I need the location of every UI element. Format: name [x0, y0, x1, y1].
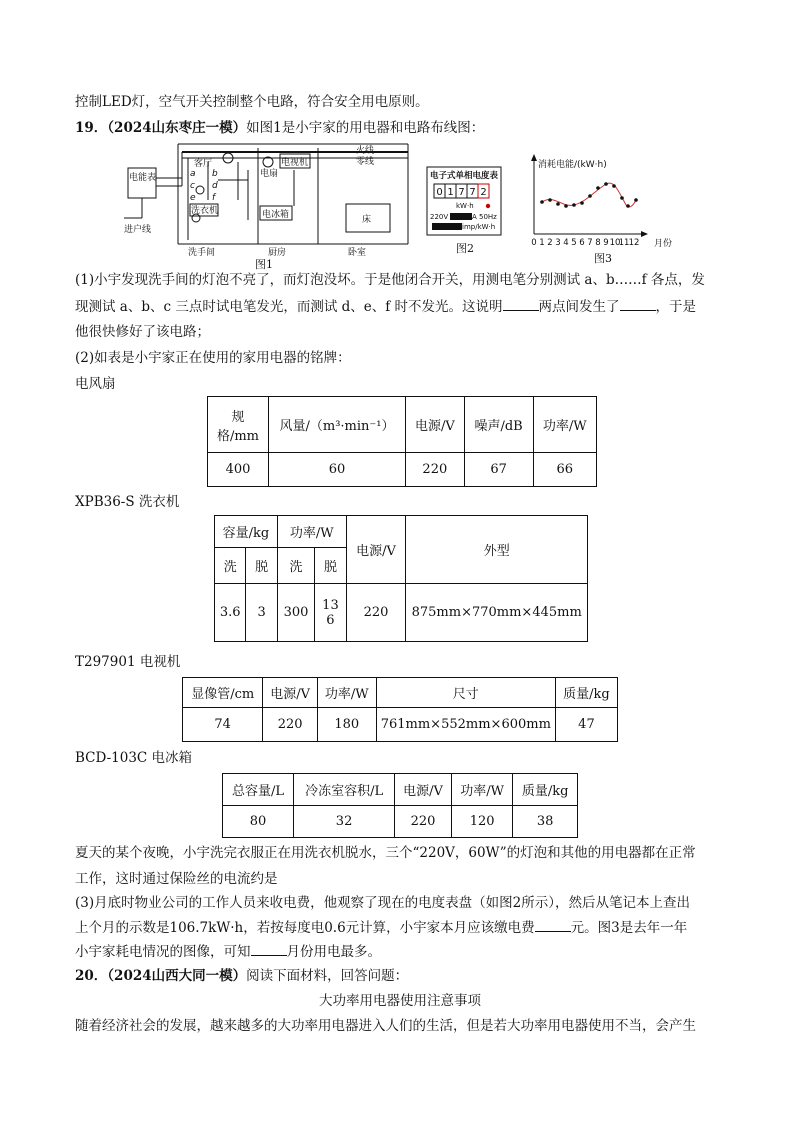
table-cell: 80 [223, 806, 294, 838]
meter-digit: 0 [436, 187, 443, 198]
meter-digit: 1 [447, 187, 454, 198]
fan-table [207, 396, 597, 487]
question-20-heading [75, 966, 408, 986]
text-line: 他很快修好了该电路； [75, 324, 210, 340]
table-cell: 400 [208, 453, 269, 487]
table-cell: 220 [395, 806, 452, 838]
month-tick: 9 [603, 238, 609, 248]
table-header: 风量/（m³·min⁻¹） [269, 397, 406, 453]
table-cell: 300 [277, 584, 314, 642]
table-header: 外型 [406, 516, 588, 584]
text-line: 小宇家耗电情况的图像，可知 月份用电最多。 [75, 941, 381, 962]
text-line: (3)月底时物业公司的工作人员来收电费，他观察了现在的电度表盘（如图2所示），然后从笔记本上查出 [75, 895, 690, 911]
redaction-block [432, 223, 462, 230]
table-cell: 220 [263, 708, 317, 742]
point-b: b [212, 169, 218, 179]
table-cell: 180 [317, 708, 376, 742]
text-line: 上个月的示数是106.7kW·h，若按每度电0.6元计算，小宇家本月应该缴电费 元。图3是去年一年 [75, 917, 687, 938]
table-cell: 67 [464, 453, 533, 487]
point-c: c [190, 181, 195, 191]
table-header: 脱 [246, 548, 277, 584]
question-19-heading [75, 118, 484, 138]
table-header: 尺寸 [376, 678, 555, 708]
table-header: 脱 [315, 548, 346, 584]
article-title: 大功率用电器使用注意事项 [319, 993, 481, 1009]
meter-spec-right: A 50Hz [472, 213, 497, 221]
text-line: 工作，这时通过保险丝的电流约是 [75, 871, 278, 887]
bed-label: 床 [362, 215, 372, 225]
washer-label: 洗衣机 [191, 206, 219, 216]
figure-3-caption: 图3 [594, 252, 612, 265]
question-number: 20． [75, 968, 108, 984]
tv-table [182, 677, 618, 742]
question-source: （2024山东枣庄一模） [107, 120, 247, 136]
table-header: 洗 [277, 548, 314, 584]
table-header: 质量/kg [555, 678, 617, 708]
bedroom-label: 卧室 [348, 248, 367, 258]
table-cell: 74 [183, 708, 263, 742]
month-tick: 7 [587, 238, 593, 248]
table-header: 功率/W [317, 678, 376, 708]
answer-blank[interactable] [251, 941, 287, 956]
month-tick: 2 [547, 238, 553, 248]
table-header: 电源/V [395, 774, 452, 806]
figure-3-chart [526, 150, 686, 250]
fridge-label: 电冰箱 [262, 210, 290, 220]
table-cell: 220 [406, 453, 465, 487]
point-d: d [212, 181, 218, 191]
table-header: 电源/V [263, 678, 317, 708]
meter-digit: 2 [480, 187, 487, 198]
point-a: a [190, 169, 196, 179]
redaction-block [450, 213, 472, 220]
point-f: f [212, 193, 216, 203]
table-header: 质量/kg [513, 774, 578, 806]
table-cell: 3.6 [215, 584, 246, 642]
answer-blank[interactable] [535, 917, 571, 932]
month-tick: 11 [618, 238, 630, 248]
table-header: 噪声/dB [464, 397, 533, 453]
table-header: 功率/W [277, 516, 346, 548]
meter-title: 电子式单相电度表 [430, 171, 499, 181]
text-line: (2)如表是小宇家正在使用的家用电器的铭牌： [75, 350, 351, 366]
figure-2-caption: 图2 [456, 242, 474, 255]
bathroom-label: 洗手间 [188, 248, 216, 258]
table-title-tv: T297901 电视机 [75, 654, 181, 670]
table-cell: 38 [513, 806, 578, 838]
figure-2-meter [426, 166, 502, 236]
month-tick: 8 [595, 238, 601, 248]
month-tick: 4 [563, 238, 569, 248]
text-line: 控制LED灯，空气开关控制整个电路，符合安全用电原则。 [75, 94, 429, 110]
month-tick: 10 [609, 238, 621, 248]
table-header: 洗 [215, 548, 246, 584]
neutral-wire-label: 零线 [356, 157, 375, 167]
meter-spec-left: 220V [430, 213, 449, 221]
figure-1-caption: 图1 [255, 258, 273, 271]
table-cell: 220 [346, 584, 406, 642]
table-header: 显像管/cm [183, 678, 263, 708]
answer-blank[interactable] [503, 296, 539, 311]
figure-1-wiring [118, 140, 418, 260]
text-line: 夏天的某个夜晚，小宇洗完衣服正在用洗衣机脱水，三个“220V，60W”的灯泡和其他的用电器都在正常 [75, 845, 696, 861]
table-title-washer: XPB36-S 洗衣机 [75, 494, 180, 510]
meter-digit: 7 [458, 187, 465, 198]
question-source: （2024山西大同一模） [107, 968, 247, 984]
text-line: 随着经济社会的发展，越来越多的大功率用电器进入人们的生活，但是若大功率用电器使用不当，会产生 [75, 1018, 696, 1034]
month-tick: 6 [579, 238, 585, 248]
entry-label: 进户线 [124, 225, 152, 235]
table-header: 电源/V [406, 397, 465, 453]
meter-unit: kW·h [456, 202, 474, 210]
meter-digit: 7 [469, 187, 476, 198]
question-text: 阅读下面材料，回答问题： [246, 968, 409, 984]
table-header: 规格/mm [208, 397, 269, 453]
table-cell: 66 [533, 453, 596, 487]
table-title-fridge: BCD-103C 电冰箱 [75, 750, 193, 766]
table-header: 功率/W [533, 397, 596, 453]
month-tick: 12 [628, 238, 640, 248]
table-cell: 3 [246, 584, 277, 642]
question-text: 如图1是小宇家的用电器和电路布线图： [246, 120, 485, 136]
x-axis-label: 月份 [654, 239, 673, 249]
live-wire-label: 火线 [356, 146, 375, 156]
month-tick: 0 [531, 238, 537, 248]
washer-table [214, 515, 588, 642]
table-header: 电源/V [346, 516, 406, 584]
table-header: 功率/W [451, 774, 512, 806]
table-cell: 761mm×552mm×600mm [376, 708, 555, 742]
question-number: 19． [75, 120, 108, 136]
table-cell: 60 [269, 453, 406, 487]
month-tick: 5 [571, 238, 577, 248]
answer-blank[interactable] [620, 296, 656, 311]
meter-led-icon [486, 204, 490, 208]
table-cell: 47 [555, 708, 617, 742]
table-cell: 136 [315, 584, 346, 642]
table-cell: 120 [451, 806, 512, 838]
table-header: 冷冻室容积/L [293, 774, 394, 806]
table-cell: 32 [293, 806, 394, 838]
kitchen-label: 厨房 [268, 248, 287, 258]
month-tick: 1 [539, 238, 545, 248]
point-e: e [190, 193, 196, 203]
table-title-fan: 电风扇 [75, 376, 116, 392]
fridge-table [222, 773, 578, 838]
parlor-label: 客厅 [194, 159, 213, 169]
text-line: (1)小宇发现洗手间的灯泡不亮了，而灯泡没坏。于是他闭合开关，用测电笔分别测试 a、b……f 各点，发 [75, 272, 705, 288]
fan-label: 电扇 [260, 169, 279, 179]
tv-label: 电视机 [281, 158, 309, 168]
table-header: 容量/kg [215, 516, 278, 548]
meter-label: 电能表 [129, 173, 157, 183]
meter-spec-bottom: imp/kW·h [462, 223, 496, 231]
y-axis-label: 消耗电能/(kW·h) [538, 160, 607, 170]
text-line: 现测试 a、b、c 三点时试电笔发光，而测试 d、e、f 时不发光。这说明 两点间发生了 ，于是 [75, 296, 696, 317]
table-header: 总容量/L [223, 774, 294, 806]
month-tick: 3 [555, 238, 561, 248]
table-cell: 875mm×770mm×445mm [406, 584, 588, 642]
